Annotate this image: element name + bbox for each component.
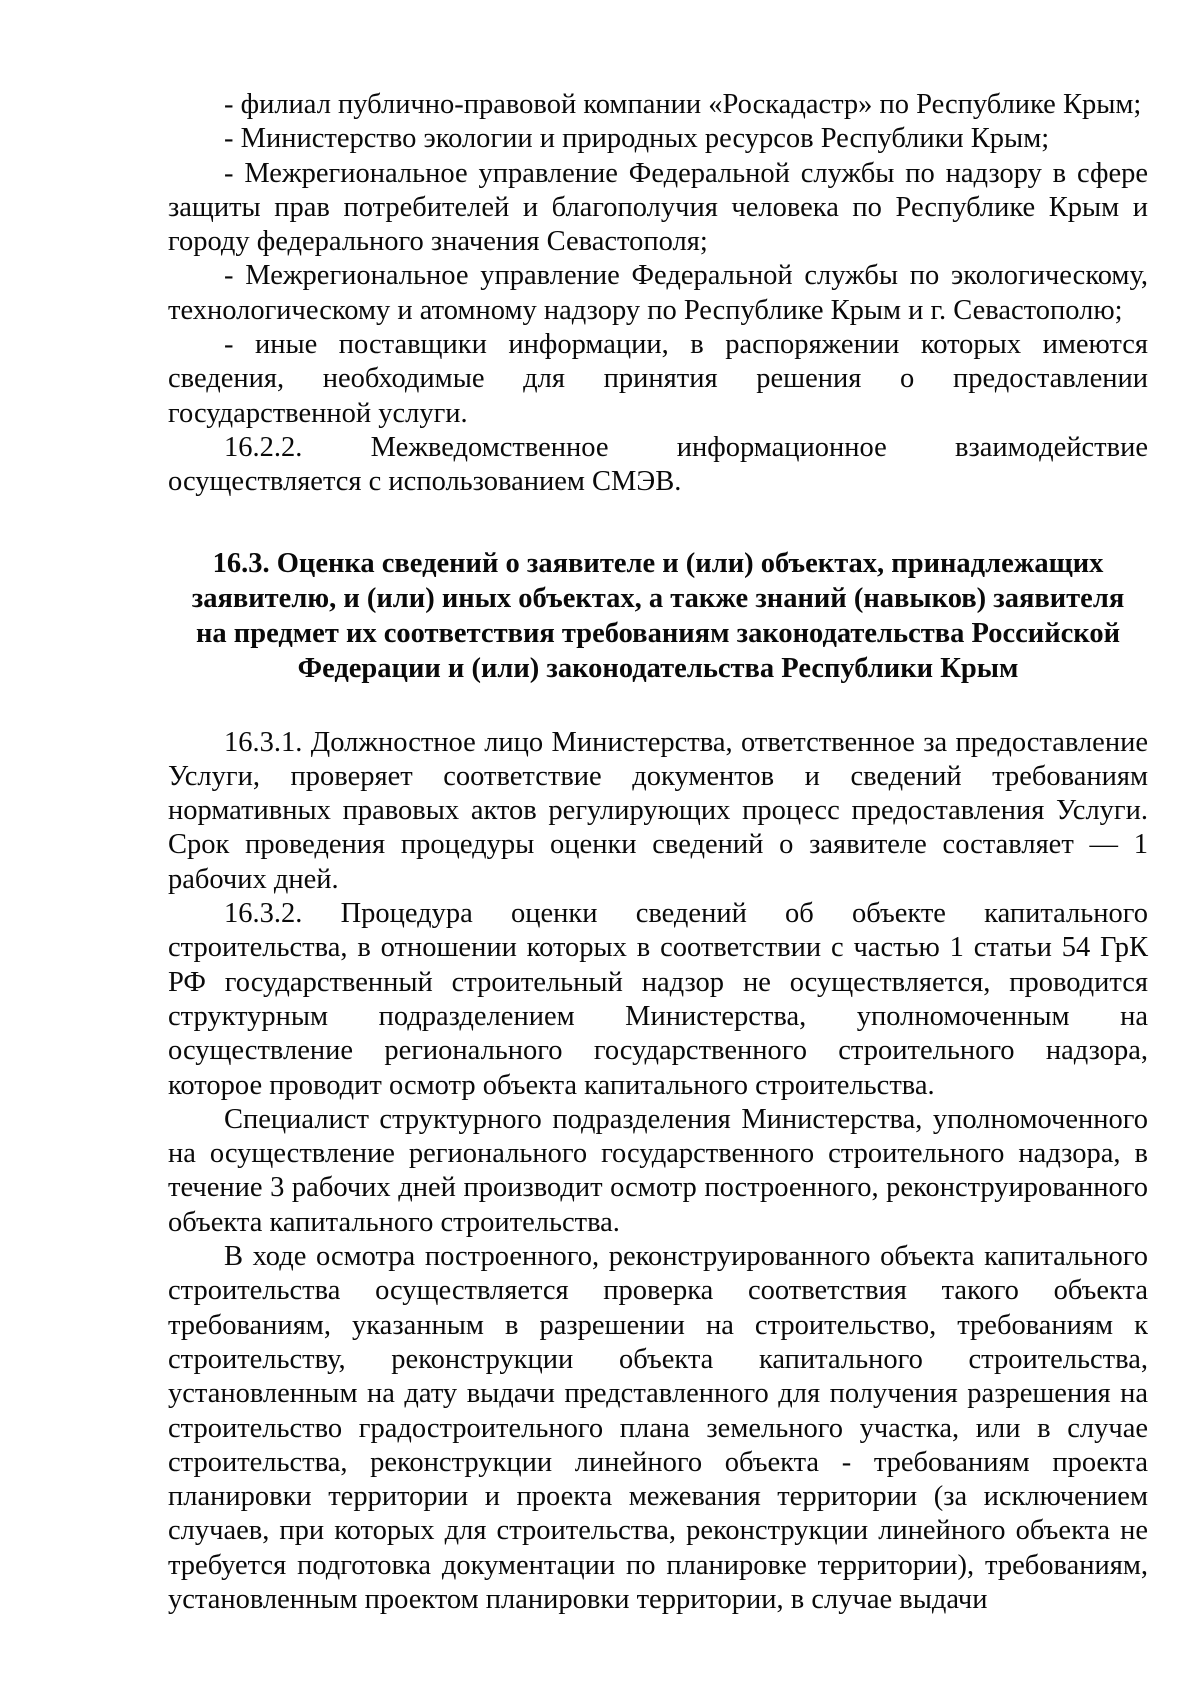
list-item-ministry-ecology: - Министерство экологии и природных ресурсов Республики Крым; — [224, 123, 1050, 155]
paragraph-16-2-2: 16.2.2. Межведомственное информационное взаимодействие осуществляется с использованием СМЭВ. — [168, 431, 1148, 498]
paragraph-inspection: В ходе осмотра построенного, реконструированного объекта капитального строительства осуществляется проверка соответствия такого объекта требованиям, указанным в разрешении на строительство, требованиям к строительству, реконструкции объекта капитального строительства, установленным на дату выдачи представленного для получения разрешения на строительство градостроительного плана земельного участка, или в случае строительства, реконструкции линейного объекта - требованиям проекта планировки территории и проекта межевания территории (за исключением случаев, при которых для строительства, реконструкции линейного объекта не требуется подготовка документации по планировке территории), требованиям, установленным проектом планировки территории, в случае выдачи — [168, 1241, 1148, 1615]
heading-line: 16.3. Оценка сведений о заявителе и (или) объектах, принадлежащих — [212, 547, 1104, 579]
heading-line: заявителю, и (или) иных объектах, а также знаний (навыков) заявителя — [191, 582, 1125, 614]
section-heading-16-3 — [168, 546, 1148, 686]
list-item-rospotrebnadzor: - Межрегиональное управление Федеральной службы по надзору в сфере защиты прав потребителей и благополучия человека по Республике Крым и городу федерального значения Севастополя; — [168, 157, 1148, 258]
paragraph-specialist: Специалист структурного подразделения Министерства, уполномоченного на осуществление регионального государственного строительного надзора, в течение 3 рабочих дней производит осмотр построенного, реконструированного объекта капитального строительства. — [168, 1103, 1148, 1238]
document-body — [168, 88, 1148, 1617]
list-item-roskadastr: - филиал публично-правовой компании «Роскадастр» по Республике Крым; — [224, 89, 1142, 120]
heading-line: Федерации и (или) законодательства Республики Крым — [297, 652, 1019, 684]
paragraph-16-3-2: 16.3.2. Процедура оценки сведений об объекте капитального строительства, в отношении которых в соответствии с частью 1 статьи 54 ГрК РФ государственный строительный надзор не осуществляется, проводится структурным подразделением Министерства, уполномоченным на осуществление регионального государственного строительного надзора, которое проводит осмотр объекта капитального строительства. — [168, 898, 1148, 1101]
paragraph-16-3-1: 16.3.1. Должностное лицо Министерства, ответственное за предоставление Услуги, проверяет соответствие документов и сведений требованиям нормативных правовых актов регулирующих процесс предоставления Услуги. Срок проведения процедуры оценки сведений о заявителе составляет — 1 рабочих дней. — [168, 726, 1148, 895]
heading-line: на предмет их соответствия требованиям законодательства Российской — [196, 617, 1120, 649]
list-item-other-providers: - иные поставщики информации, в распоряжении которых имеются сведения, необходимые для принятия решения о предоставлении государственной услуги. — [168, 329, 1148, 429]
list-item-rostekhnadzor: - Межрегиональное управление Федеральной службы по экологическому, технологическому и атомному надзору по Республике Крым и г. Севастополю; — [168, 260, 1148, 326]
